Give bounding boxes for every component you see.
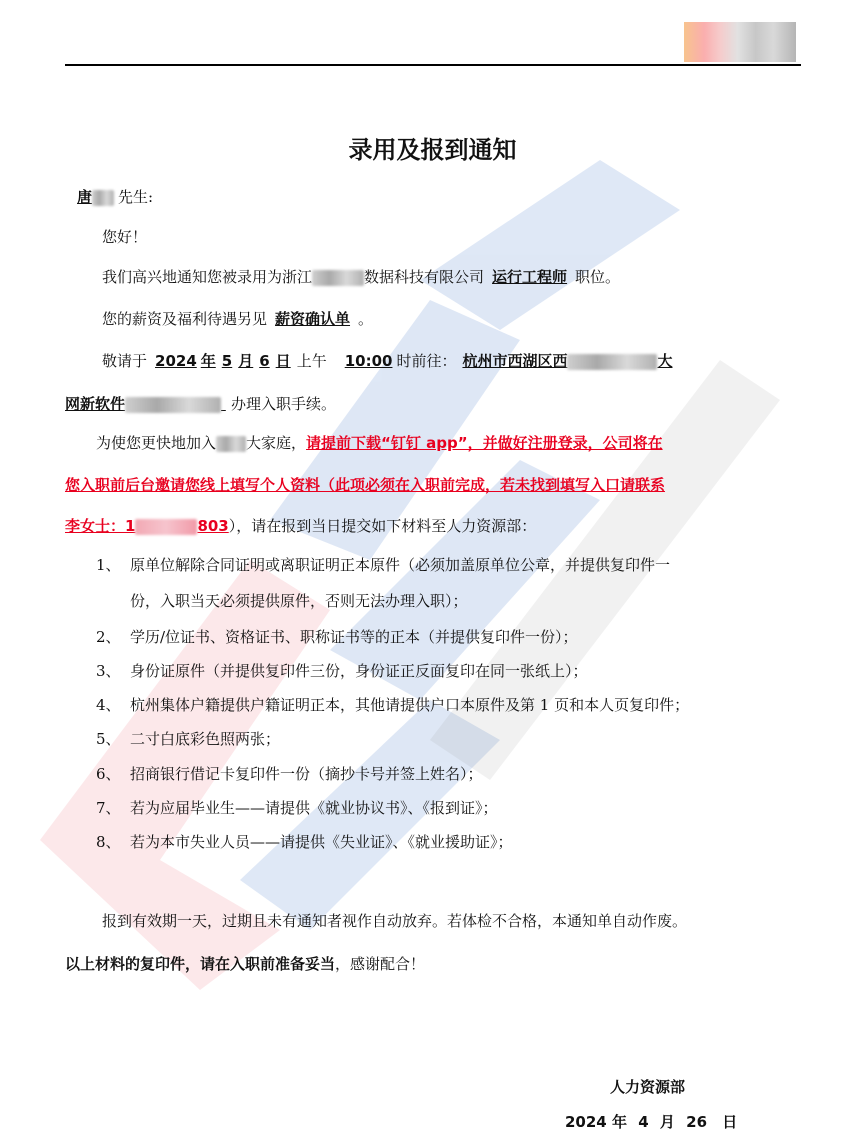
paragraph-dingtalk-1: 为使您更快地加入 大家庭，请提前下载“钉钉 app”，并做好注册登录，公司将在	[96, 434, 663, 452]
list-item: 学历/位证书、资格证书、职称证书等的正本（并提供复印件一份）；	[130, 628, 578, 646]
greeting: 您好！	[102, 228, 148, 246]
paragraph-contact: 李女士：1 803），请在报到当日提交如下材料至人力资源部：	[65, 517, 537, 535]
item-number: 1、	[96, 556, 121, 574]
redaction	[135, 519, 197, 535]
contact-person: 李女士：1	[65, 517, 136, 535]
item-number: 2、	[96, 628, 121, 646]
dingtalk-instruction: 请提前下载“钉钉 app”，并做好注册登录，公司将在	[306, 434, 663, 452]
list-item: 招商银行借记卡复印件一份（摘抄卡号并签上姓名）；	[130, 765, 483, 783]
item-number: 6、	[96, 765, 121, 783]
redaction	[92, 190, 114, 206]
paragraph-dingtalk-2: 您入职前后台邀请您线上填写个人资料（此项必须在入职前完成，若未找到填写入口请联系	[65, 476, 666, 494]
list-item-continued: 份，入职当天必须提供原件，否则无法办理入职）；	[130, 592, 468, 610]
redaction	[312, 270, 364, 286]
list-item: 原单位解除合同证明或离职证明正本原件（必须加盖原单位公章，并提供复印件一	[130, 556, 671, 574]
report-time: 10:00	[344, 352, 393, 370]
validity-note: 报到有效期一天，过期且未有通知者视作自动放弃。若体检不合格，本通知单自动作废。	[102, 912, 688, 930]
item-number: 3、	[96, 662, 121, 680]
redaction	[216, 436, 246, 452]
item-number: 5、	[96, 730, 121, 748]
report-address: 杭州市西湖区西	[462, 352, 568, 370]
paragraph-report-place: 网新软件 办理入职手续。	[65, 395, 337, 413]
salary-doc: 薪资确认单	[275, 310, 351, 328]
list-item: 若为本市失业人员——请提供《失业证》、《就业援助证》；	[130, 833, 513, 851]
report-year: 2024	[155, 352, 197, 370]
job-position: 运行工程师	[492, 268, 568, 286]
list-item: 杭州集体户籍提供户籍证明正本，其他请提供户口本原件及第 1 页和本人页复印件；	[130, 696, 690, 714]
contact-phone-tail: 803	[197, 517, 229, 535]
list-item: 二寸白底彩色照两张；	[130, 730, 281, 748]
header-rule	[65, 64, 801, 66]
report-day: 6	[259, 352, 270, 370]
company-logo	[684, 22, 796, 62]
closing-bold: 以上材料的复印件，请在入职前准备妥当	[65, 955, 336, 973]
closing-line: 以上材料的复印件，请在入职前准备妥当，感谢配合！	[65, 955, 426, 973]
list-item: 若为应届毕业生——请提供《就业协议书》、《报到证》；	[130, 799, 498, 817]
signature-dept: 人力资源部	[610, 1078, 686, 1096]
redaction	[567, 354, 657, 370]
redaction	[125, 397, 221, 413]
paragraph-report-time: 敬请于 2024 年 5 月 6 日 上午 10:00 时前往： 杭州市西湖区西 大	[102, 352, 673, 370]
recipient-name: 唐	[77, 188, 93, 206]
recipient-salutation: 先生:	[118, 188, 154, 206]
list-item: 身份证原件（并提供复印件三份，身份证正反面复印在同一张纸上）；	[130, 662, 588, 680]
signature-date: 2024 年 4 月 26 日	[565, 1113, 738, 1131]
item-number: 7、	[96, 799, 121, 817]
paragraph-offer: 我们高兴地通知您被录用为浙江 数据科技有限公司 运行工程师 职位。	[102, 268, 621, 286]
item-number: 4、	[96, 696, 121, 714]
paragraph-salary: 您的薪资及福利待遇另见 薪资确认单 。	[102, 310, 374, 328]
item-number: 8、	[96, 833, 121, 851]
letter-title: 录用及报到通知	[348, 136, 517, 164]
report-company: 网新软件	[65, 395, 126, 413]
recipient-line	[65, 186, 153, 207]
report-month: 5	[221, 352, 233, 370]
